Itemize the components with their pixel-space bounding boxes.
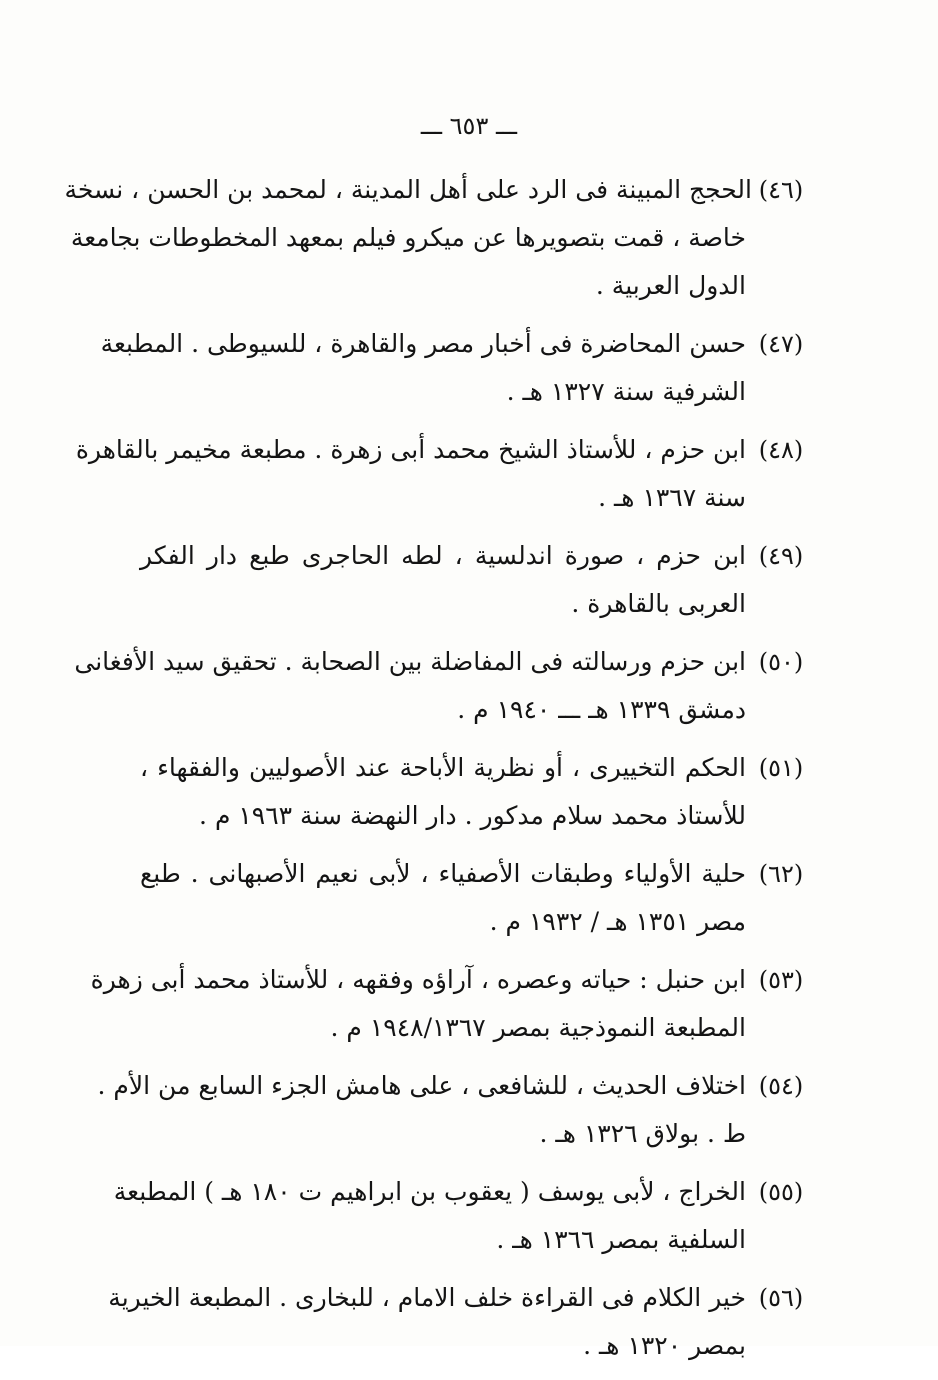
bibliography-entry-47 (100, 320, 812, 416)
bibliography-entry-56 (108, 1274, 812, 1370)
entry-text (140, 532, 746, 628)
entry-text (64, 166, 752, 310)
entry-number: (٥٤) (758, 1072, 804, 1100)
entry-line: الحكم التخييرى ، أو نظرية الأباحة عند الأصوليين والفقهاء ، (140, 753, 746, 782)
entry-number: (٥١) (758, 754, 804, 782)
entry-text (140, 744, 746, 840)
bibliography-entry-49 (140, 532, 812, 628)
entry-text (97, 1062, 746, 1158)
entry-line: ابن حزم ، للأستاذ الشيخ محمد أبى زهرة . مطبعة مخيمر بالقاهرة (75, 435, 746, 464)
entry-number: (٤٩) (758, 542, 804, 570)
entry-line: السلفية بمصر ١٣٦٦ هـ . (496, 1225, 746, 1254)
entry-number: (٥٠) (758, 648, 804, 676)
entry-text (140, 850, 746, 946)
entry-number: (٥٦) (758, 1284, 804, 1312)
bibliography-entry-54 (97, 1062, 812, 1158)
entry-text (108, 1274, 746, 1370)
entry-line: خير الكلام فى القراءة خلف الامام ، للبخارى . المطبعة الخيرية (108, 1283, 746, 1312)
entry-line: ابن حنبل : حياته وعصره ، آراؤه وفقهه ، للأستاذ محمد أبى زهرة (90, 965, 746, 994)
entry-number: (٥٣) (758, 966, 804, 994)
entry-text (75, 426, 746, 522)
entry-line: للأستاذ محمد سلام مدكور . دار النهضة سنة ١٩٦٣ م . (199, 801, 746, 830)
entry-line: سنة ١٣٦٧ هـ . (598, 483, 746, 512)
bibliography-entry-46 (64, 166, 812, 310)
entry-number: (٤٨) (758, 436, 804, 464)
entry-line: حلية الأولياء وطبقات الأصفياء ، لأبى نعيم الأصبهانى . طبع (140, 859, 746, 888)
entry-line: خاصة ، قمت بتصويرها عن ميكرو فيلم بمعهد المخطوطات بجامعة (70, 223, 746, 252)
bibliography-entry-55 (113, 1168, 812, 1264)
entry-line: بمصر ١٣٢٠ هـ . (583, 1331, 746, 1360)
entry-number: (٥٥) (758, 1178, 804, 1206)
bibliography-entry-50 (74, 638, 812, 734)
entry-line: مصر ١٣٥١ هـ / ١٩٣٢ م . (489, 907, 746, 936)
entry-line: ط . بولاق ١٣٢٦ هـ . (539, 1119, 746, 1148)
entry-line: العربى بالقاهرة . (571, 589, 746, 618)
entry-line: الحجج المبينة فى الرد على أهل المدينة ، لمحمد بن الحسن ، نسخة (64, 175, 752, 204)
entry-line: حسن المحاضرة فى أخبار مصر والقاهرة ، للسيوطى . المطبعة (100, 329, 746, 358)
entry-text (113, 1168, 746, 1264)
entry-line: الشرفية سنة ١٣٢٧ هـ . (506, 377, 746, 406)
entry-number: (٤٦) (758, 176, 804, 204)
entry-line: الدول العربية . (595, 271, 746, 300)
entry-line: دمشق ١٣٣٩ هـ ـــ ١٩٤٠ م . (457, 695, 746, 724)
page-number: ـــ ٦٥٣ ـــ (420, 112, 518, 140)
bibliography-entry-48 (75, 426, 812, 522)
entry-line: المطبعة النموذجية بمصر ١٩٤٨/١٣٦٧ م . (330, 1013, 746, 1042)
entry-text (100, 320, 746, 416)
entry-line: اختلاف الحديث ، للشافعى ، على هامش الجزء السابع من الأم . (97, 1071, 746, 1100)
entry-line: ابن حزم ، صورة اندلسية ، لطه الحاجرى طبع دار الفكر (140, 541, 746, 570)
entry-line: ابن حزم ورسالته فى المفاضلة بين الصحابة . تحقيق سيد الأفغانى (74, 647, 746, 676)
bibliography-entry-53 (90, 956, 812, 1052)
entry-number: (٤٧) (758, 330, 804, 358)
entry-number: (٦٢) (758, 860, 804, 888)
bibliography-entry-51 (140, 744, 812, 840)
entry-text (74, 638, 746, 734)
entry-text (90, 956, 746, 1052)
bibliography-entry-62 (140, 850, 812, 946)
bibliography-list (64, 166, 812, 1380)
entry-line: الخراج ، لأبى يوسف ( يعقوب بن ابراهيم ت ١٨٠ هـ ) المطبعة (113, 1177, 746, 1206)
